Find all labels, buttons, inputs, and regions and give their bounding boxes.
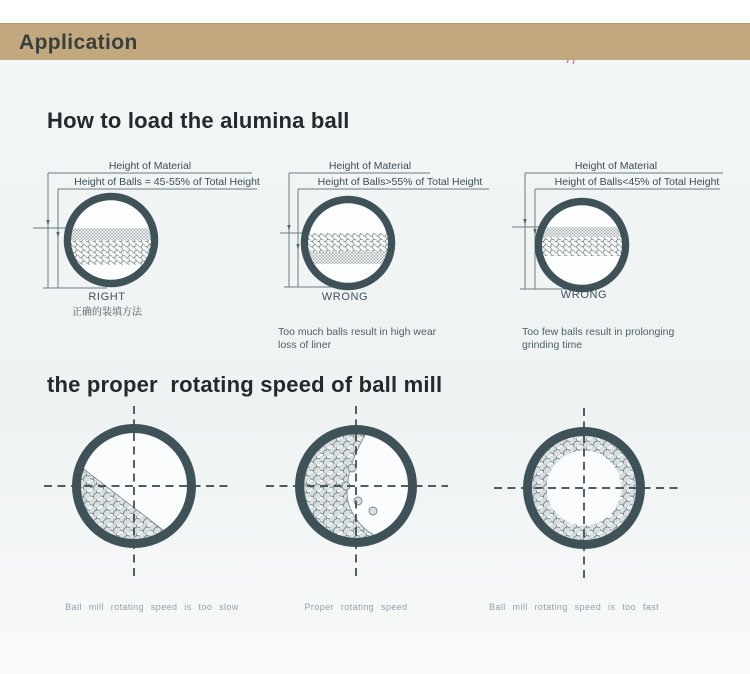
- d1-balls-label: Height of Balls = 45-55% of Total Height: [74, 176, 260, 188]
- speed-caption-proper: Proper rotating speed: [304, 602, 408, 612]
- d2-verdict: WRONG: [321, 291, 369, 303]
- d2-caption: [278, 326, 478, 352]
- d1-material-label: Height of Material: [108, 160, 192, 172]
- load-diagram-too-few: [512, 173, 723, 289]
- speed-diagram-too-fast: [494, 408, 678, 580]
- speed-diagram-too-slow: [44, 406, 230, 578]
- d1-verdict-zh: 正确的装填方法: [72, 307, 142, 318]
- d3-balls-label: Height of Balls<45% of Total Height: [554, 176, 720, 188]
- d3-material-label: Height of Material: [574, 160, 658, 172]
- speed-caption-too-slow: Ball mill rotating speed is too slow: [65, 602, 239, 612]
- d2-caption-line1: Too much balls result in high wear: [278, 326, 437, 338]
- load-diagram-too-many: [280, 173, 489, 287]
- d2-balls-label: Height of Balls>55% of Total Height: [317, 176, 483, 188]
- section-header-bar: [0, 23, 750, 61]
- load-diagram-right: [33, 173, 257, 288]
- page-title: Application: [19, 31, 138, 54]
- d3-caption: [522, 326, 722, 352]
- d3-verdict: WRONG: [560, 289, 608, 301]
- d1-verdict: RIGHT: [88, 291, 126, 303]
- d3-caption-line1: Too few balls result in prolonging: [522, 326, 675, 338]
- speed-section-heading: the proper rotating speed of ball mill: [47, 372, 443, 397]
- red-pen-mark: [566, 60, 574, 64]
- speed-caption-too-fast: Ball mill rotating speed is too fast: [489, 602, 659, 612]
- diagrams-graphic: [0, 60, 750, 674]
- content-area: [0, 60, 750, 674]
- loading-section-heading: How to load the alumina ball: [47, 108, 350, 133]
- speed-diagram-proper: [266, 406, 448, 578]
- d2-caption-line2: loss of liner: [278, 339, 332, 351]
- d2-material-label: Height of Material: [328, 160, 412, 172]
- d3-caption-line2: grinding time: [522, 339, 583, 351]
